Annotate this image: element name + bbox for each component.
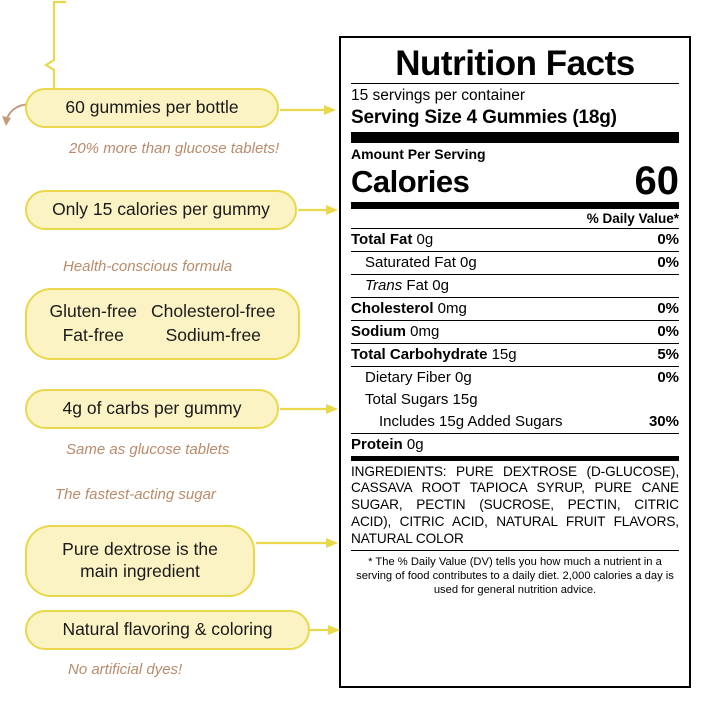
divider xyxy=(351,202,679,209)
nutrient-label: Cholesterol xyxy=(351,300,434,318)
serving-size: Serving Size 4 Gummies (18g) xyxy=(351,106,617,128)
nutrient-label: Total Fat xyxy=(351,231,413,249)
nutrient-row xyxy=(351,320,679,343)
nutrient-row xyxy=(351,343,679,366)
arrow-to-calories-icon xyxy=(298,200,342,220)
daily-value-header: % Daily Value* xyxy=(586,210,679,226)
nutrient-name xyxy=(365,391,478,408)
arrow-to-natural-color-icon xyxy=(310,620,344,640)
note-same-as-glucose-tablets: Same as glucose tablets xyxy=(66,441,230,458)
ingredients-text: INGREDIENTS: PURE DEXTROSE (D-GLUCOSE), CASSAVA ROOT TAPIOCA SYRUP, PURE CANE SUGAR, PECTIN (SUCROSE, PECTIN, CITRIC ACID), CITRIC ACID, NATURAL FRUIT FLAVORS, NATURAL COLOR xyxy=(351,463,679,546)
nutrient-label: Total Carbohydrate xyxy=(351,346,488,364)
nutrient-name xyxy=(351,300,467,317)
nutrient-name xyxy=(365,277,449,294)
nutrient-label: Includes 15g Added Sugars xyxy=(379,413,563,431)
calories-row xyxy=(351,158,679,203)
nutrient-daily-value: 0% xyxy=(657,323,679,341)
callout-gummies-per-bottle-label: 60 gummies per bottle xyxy=(65,97,239,118)
nutrient-amount: 15g xyxy=(487,346,517,364)
amount-per-serving: Amount Per Serving xyxy=(351,145,486,162)
nutrient-name xyxy=(351,231,433,248)
nutrient-name xyxy=(351,436,424,453)
nutrient-label: Saturated Fat xyxy=(365,254,456,272)
nutrient-row xyxy=(351,389,679,411)
arrow-to-ingredients-icon xyxy=(256,533,342,553)
nutrient-amount: 0g xyxy=(402,436,424,454)
servings-per-container: 15 servings per container xyxy=(351,86,526,104)
callout-calories-per-gummy[interactable] xyxy=(25,190,297,230)
nutrient-rows xyxy=(351,228,679,456)
nutrient-row xyxy=(351,297,679,320)
nutrient-name xyxy=(351,346,517,363)
nutrient-label: Sodium xyxy=(351,323,406,341)
calories-value: 60 xyxy=(634,158,679,203)
note-health-conscious-formula: Health-conscious formula xyxy=(63,258,233,275)
nutrient-daily-value: 0% xyxy=(657,254,679,272)
nutrient-name xyxy=(351,323,439,340)
nutrient-amount: 15g xyxy=(448,391,478,409)
callout-natural-flavoring[interactable] xyxy=(25,610,310,650)
note-no-artificial-dyes: No artificial dyes! xyxy=(68,661,183,678)
claim-gluten-free: Gluten-free xyxy=(49,301,138,322)
arrow-to-servings-icon xyxy=(280,100,340,120)
nutrient-daily-value: 5% xyxy=(657,346,679,364)
nutrient-daily-value: 0% xyxy=(657,231,679,249)
callout-pure-dextrose-line1: Pure dextrose is the xyxy=(62,539,218,560)
nutrient-row xyxy=(351,251,679,274)
callout-pure-dextrose[interactable] xyxy=(25,525,255,597)
daily-value-footnote: * The % Daily Value (DV) tells you how much a nutrient in a serving of food contributes to a daily diet. 2,000 calories a day is used for general nutrition advice. xyxy=(356,556,674,597)
nutrient-daily-value: 0% xyxy=(657,300,679,318)
nutrient-amount: 0mg xyxy=(406,323,440,341)
nutrient-amount: 0g xyxy=(412,231,434,249)
nutrient-label: Total Sugars xyxy=(365,391,449,409)
claim-fat-free: Fat-free xyxy=(62,325,124,345)
nutrient-amount: 0g xyxy=(455,254,477,272)
nutrient-name xyxy=(365,254,477,271)
nutrient-row xyxy=(351,411,679,433)
callout-pure-dextrose-line2: main ingredient xyxy=(80,561,200,581)
nutrient-label: Dietary Fiber xyxy=(365,369,451,387)
callout-free-of-claims[interactable] xyxy=(25,288,300,360)
nutrient-amount: 0g xyxy=(450,369,472,387)
note-fastest-acting-sugar: The fastest-acting sugar xyxy=(55,486,216,503)
nutrient-daily-value: 0% xyxy=(657,369,679,387)
callout-calories-per-gummy-label: Only 15 calories per gummy xyxy=(52,199,270,220)
nutrient-name xyxy=(365,369,472,386)
calories-label: Calories xyxy=(351,163,470,199)
panel-title: Nutrition Facts xyxy=(395,44,635,83)
nutrient-amount: 0mg xyxy=(433,300,467,318)
callout-carbs-per-gummy[interactable] xyxy=(25,389,279,429)
nutrient-name xyxy=(379,413,562,430)
callout-gummies-per-bottle[interactable] xyxy=(25,88,279,128)
arrow-to-carbohydrate-icon xyxy=(280,399,342,419)
nutrient-label: Trans xyxy=(365,277,403,295)
nutrient-amount: Fat 0g xyxy=(402,277,449,295)
claim-sodium-free: Sodium-free xyxy=(165,325,261,345)
divider xyxy=(351,132,679,143)
claim-cholesterol-free: Cholesterol-free xyxy=(151,301,276,322)
nutrient-label: Protein xyxy=(351,436,403,454)
nutrient-row xyxy=(351,274,679,297)
nutrition-facts-panel xyxy=(339,36,691,688)
nutrient-daily-value: 30% xyxy=(648,413,679,431)
callout-carbs-per-gummy-label: 4g of carbs per gummy xyxy=(62,398,242,419)
nutrient-row xyxy=(351,228,679,251)
nutrient-row xyxy=(351,433,679,456)
nutrient-row xyxy=(351,366,679,389)
callout-natural-flavoring-label: Natural flavoring & coloring xyxy=(62,619,273,640)
note-more-than-glucose-tablets: 20% more than glucose tablets! xyxy=(69,140,280,157)
